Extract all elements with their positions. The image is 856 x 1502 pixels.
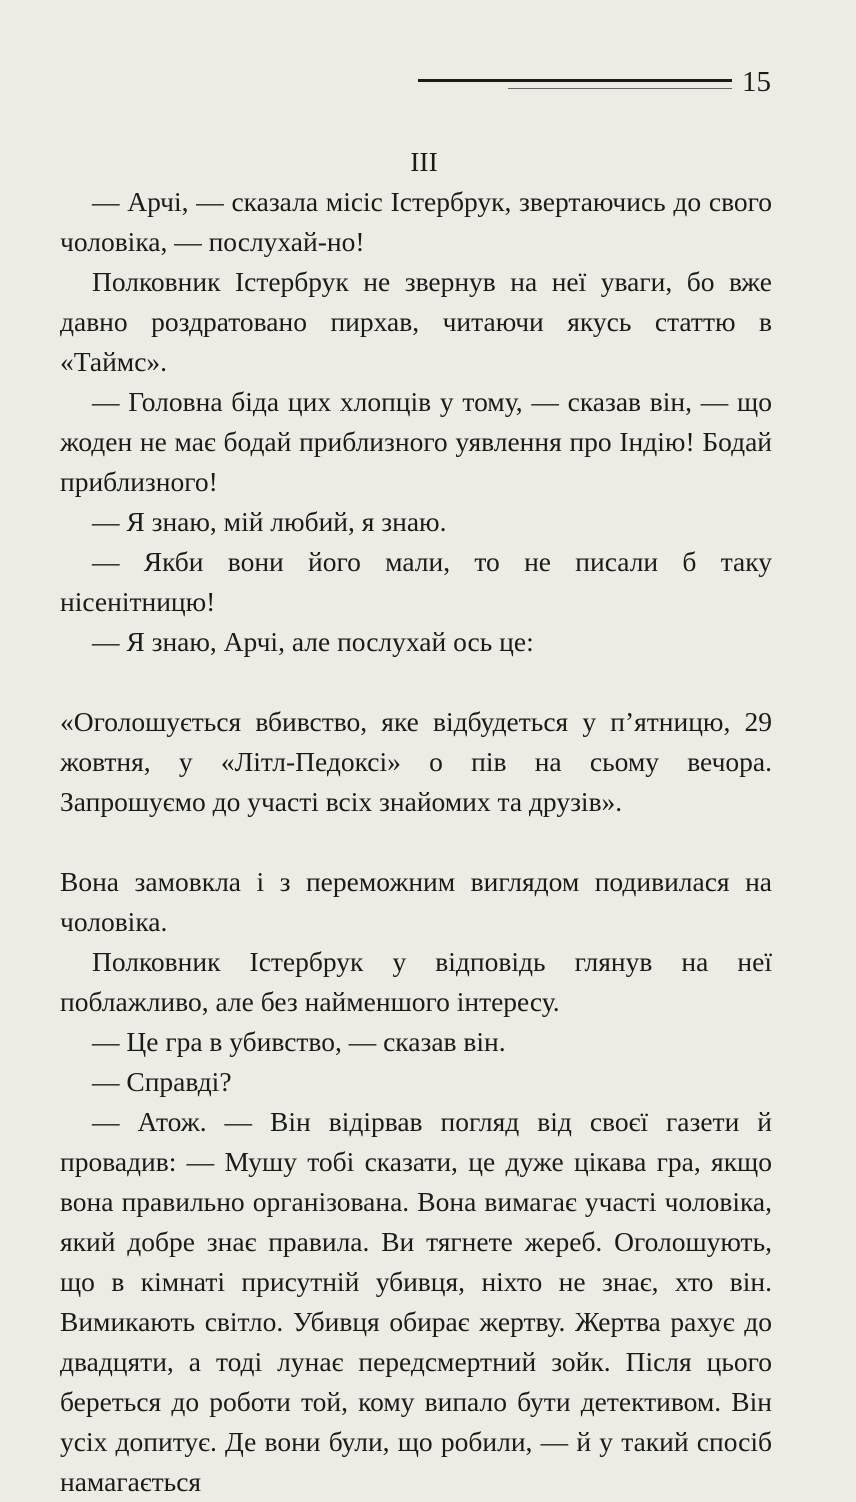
page-number: 15 xyxy=(742,66,771,98)
paragraph: Вона замовкла і з переможним виглядом подивилася на чоловіка. xyxy=(60,866,772,937)
paragraph: — Якби вони його мали, то не писали б таку нісенітницю! xyxy=(60,546,772,617)
paragraph: — Справді? xyxy=(92,1066,232,1097)
header-rule-thin xyxy=(508,88,732,89)
paragraph: — Я знаю, Арчі, але послухай ось це: xyxy=(92,626,534,657)
paragraph: Полковник Істербрук не звернув на неї уваги, бо вже давно роздратовано пирхав, читаючи якусь статтю в «Таймс». xyxy=(60,266,772,377)
newspaper-quote: «Оголошується вбивство, яке відбудеться у п’ятницю, 29 жовтня, у «Літл-Педоксі» о пів на сьому вечора. Запрошуємо до участі всіх знайомих та друзів». xyxy=(60,706,772,817)
paragraph: — Це гра в убивство, — сказав він. xyxy=(92,1026,506,1057)
page-body xyxy=(60,142,772,1502)
paragraph: — Я знаю, мій любий, я знаю. xyxy=(92,506,447,537)
chapter-heading: III xyxy=(410,146,438,177)
paragraph: — Атож. — Він відірвав погляд від своєї газети й провадив: — Мушу тобі сказати, це дуже цікава гра, якщо вона правильно організована. Вона вимагає участі чоловіка, який добре знає правила. Ви тягнете жереб. Оголошують, що в кімнаті присутній убивця, ніхто не знає, хто він. Вимикають світло. Убивця обирає жертву. Жертва рахує до двадцяти, а тоді лунає передсмертний зойк. Після цього береться до роботи той, кому випало бути детективом. Він усіх допитує. Де вони були, що робили, — й у такий спосіб намагається xyxy=(60,1106,772,1497)
paragraph: Полковник Істербрук у відповідь глянув на неї поблажливо, але без найменшого інтересу. xyxy=(60,946,772,1017)
header-rule xyxy=(418,79,732,82)
paragraph: — Головна біда цих хлопців у тому, — сказав він, — що жоден не має бодай приблизного уявлення про Індію! Бодай приблизного! xyxy=(60,386,772,497)
paragraph: — Арчі, — сказала місіс Істербрук, звертаючись до свого чоловіка, — послухай-но! xyxy=(60,186,772,257)
